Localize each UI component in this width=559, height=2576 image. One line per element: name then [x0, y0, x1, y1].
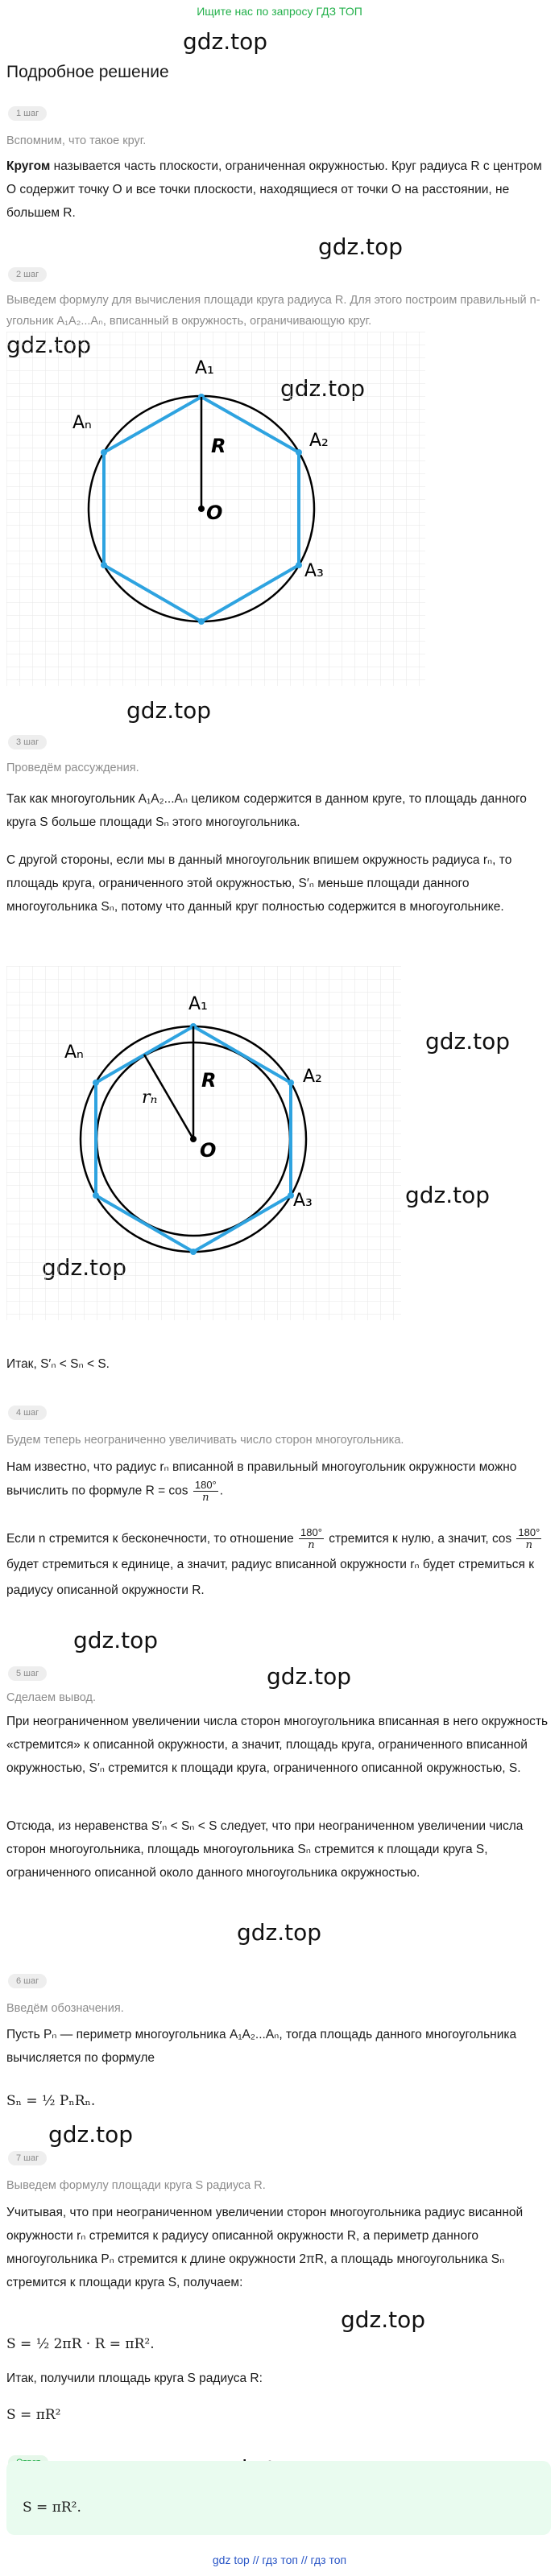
limit-text-2: стремится к нулю, а значит, cos [329, 1532, 512, 1546]
watermark: gdz.top [237, 1919, 322, 1946]
step-intro: Проведём рассуждения. [6, 762, 139, 774]
label-A3: A₃ [293, 1191, 313, 1211]
fraction: $\frac{180^\circ}{n}$ [300, 1526, 322, 1552]
limit-text-1: Если n стремится к бесконечности, то отношение [6, 1532, 294, 1546]
derivation-paragraph: Учитывая, что при неограниченном увеличении сторон многоугольника радиус висанной окружности rₙ стремится к радиусу описанной окружности R, а периметр данного многоугольника Pₙ стремится к длине окружности 2πR, а площадь многоугольника Sₙ стремится к площади круга S, получаем: [6, 2206, 524, 2289]
definition-paragraph [6, 155, 550, 225]
step-intro: Будем теперь неограниченно увеличивать число сторон многоугольника. [6, 1434, 404, 1447]
result-formula: S = πR² [6, 2407, 61, 2423]
label-An: Aₙ [72, 413, 92, 433]
limit-text-3: будет стремиться к единице, а значит, радиус вписанной окружности rₙ будет стремиться к радиусу описанной окружности R. [6, 1558, 535, 1597]
reasoning-paragraph-1: Так как многоугольник A₁A₂...Aₙ целиком содержится в данном круге, то площадь данного круга S больше площади Sₙ этого многоугольника. [6, 792, 527, 829]
step-badge: 4 шаг [8, 1406, 47, 1420]
reasoning-paragraph-2: С другой стороны, если мы в данный многоугольник впишем окружность радиуса rₙ, то площадь круга, ограниченного этой окружностью, S′ₙ меньше площади данного многоугольника Sₙ, потому что данный круг полностью содержится в многоугольнике. [6, 853, 512, 914]
page-title: Подробное решение [6, 63, 169, 81]
watermark: gdz.top [48, 2121, 134, 2148]
step-badge: 7 шаг [8, 2151, 47, 2165]
label-A3: A₃ [304, 561, 324, 581]
result-intro: Итак, получили площадь круга S радиуса R: [6, 2372, 263, 2385]
conclusion-paragraph-2: Отсюда, из неравенства S′ₙ < Sₙ < S следует, что при неограниченном увеличении числа сторон многоугольника, площадь многоугольника Sₙ стремится к площади круга S, ограниченного описанной около данного многоугольника окружностью. [6, 1819, 524, 1880]
label-O: O [206, 502, 223, 524]
step-badge: 5 шаг [8, 1666, 47, 1681]
step-badge: 2 шаг [8, 267, 47, 282]
step-intro: Выведем формулу площади круга S радиуса R. [6, 2179, 266, 2192]
inscribed-polygon-figure-1 [6, 332, 425, 686]
step-badge: 1 шаг [8, 106, 47, 121]
polygon-area-formula: Sₙ = ½ PₙRₙ. [6, 2093, 96, 2109]
limit-paragraph [6, 1526, 550, 1604]
step-intro: Вспомним, что такое круг. [6, 134, 147, 147]
step-intro: Введём обозначения. [6, 2002, 124, 2015]
fraction: $\frac{180^\circ}{n}$ [518, 1526, 540, 1552]
fraction: $\frac{180^\circ}{n}$ [194, 1479, 217, 1504]
formula-text: Нам известно, что радиус rₙ вписанной в правильный многоугольник окружности можно вычислить по формуле R = cos [6, 1460, 517, 1498]
watermark: gdz.top [267, 1663, 352, 1690]
watermark: gdz.top [73, 1627, 159, 1653]
definition-text: называется часть плоскости, ограниченная окружностью. Круг радиуса R с центром O содержит точку O и все точки плоскости, находящиеся от точки O на расстоянии, не большем R. [6, 159, 542, 220]
label-An: Aₙ [64, 1042, 84, 1063]
label-rn: rₙ [142, 1088, 158, 1108]
footer-links[interactable]: gdz top // гдз топ // гдз топ [212, 2553, 347, 2566]
label-A2: A₂ [303, 1067, 322, 1087]
label-R: R [201, 1069, 217, 1092]
label-A1: A₁ [195, 358, 214, 378]
center-point [190, 1136, 197, 1142]
label-R: R [211, 435, 226, 457]
step-badge: 3 шаг [8, 735, 47, 749]
watermark: gdz.top [425, 1028, 511, 1055]
label-A2: A₂ [309, 431, 329, 451]
watermark: gdz.top [341, 2306, 426, 2333]
inequality-conclusion: Итак, S′ₙ < Sₙ < S. [6, 1357, 110, 1371]
search-hint-link[interactable]: Ищите нас по запросу ГДЗ ТОП [197, 5, 362, 18]
derivation-formula: S = ½ 2πR · R = πR². [6, 2336, 155, 2352]
notation-paragraph: Пусть Pₙ — периметр многоугольника A₁A₂...Aₙ, тогда площадь данного многоугольника вычисляется по формуле [6, 2028, 517, 2065]
answer-text: S = πR². [23, 2500, 81, 2516]
watermark: gdz.top [183, 28, 268, 55]
step-intro: Сделаем вывод. [6, 1691, 97, 1704]
watermark: gdz.top [126, 697, 212, 724]
inradius-formula-paragraph: Нам известно, что радиус rₙ вписанной в правильный многоугольник окружности можно вычислить по формуле R = cos $\frac{180^\circ}{n}$ . [6, 1460, 517, 1504]
center-point [198, 506, 205, 512]
step-intro: Выведем формулу для вычисления площади круга радиуса R. Для этого построим правильный n-угольник A₁A₂...Aₙ, вписанный в окружность, ограничивающую круг. [6, 294, 540, 328]
watermark: gdz.top [318, 233, 404, 260]
conclusion-paragraph-1: При неограниченном увеличении числа сторон многоугольника вписанная в него окружность «стремится» к описанной окружности, а значит, площадь круга, ограниченного вписанной окружностью, S′ₙ стремится к площади круга, ограниченного описанной окружностью, S. [6, 1715, 549, 1775]
inscribed-polygon-figure-2 [6, 966, 401, 1320]
watermark: gdz.top [405, 1182, 491, 1208]
answer-box [6, 2461, 551, 2535]
step-badge: 6 шаг [8, 1974, 47, 1988]
term-bold: Кругом [6, 159, 51, 173]
label-O: O [200, 1139, 217, 1162]
label-A1: A₁ [188, 994, 208, 1014]
